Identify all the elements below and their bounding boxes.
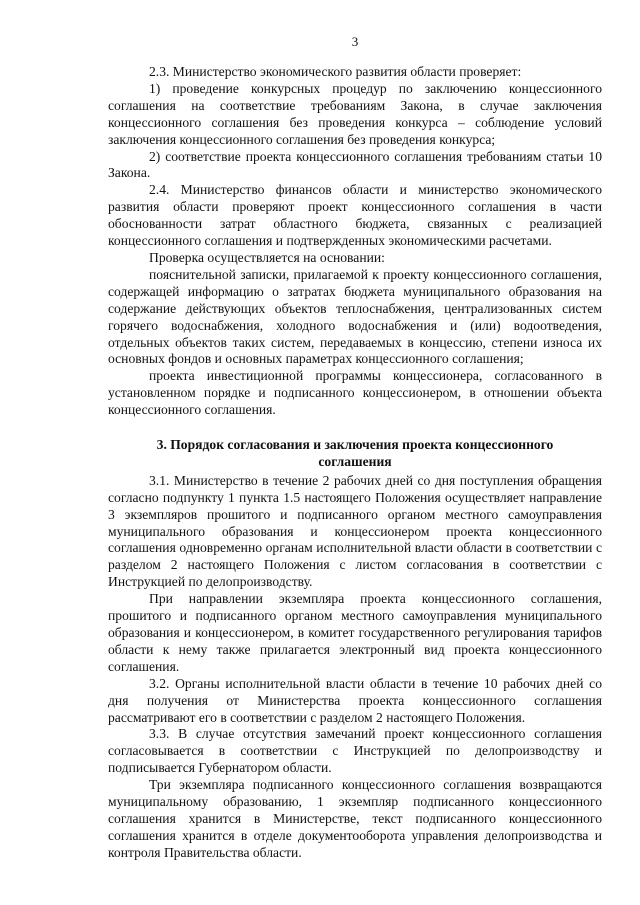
paragraph-2-3: 2.3. Министерство экономического развития области проверяет: xyxy=(149,64,522,79)
paragraph-2-4: 2.4. Министерство финансов области и министерство экономического развития области проверяют проект концессионного соглашения в части обоснованности затрат областного бюджета, связанных с реализацией концессионного соглашения и подтвержденных экономическими расчетами. xyxy=(108,182,602,249)
paragraph-3-3: 3.3. В случае отсутствия замечаний проект концессионного соглашения согласовывается в соответствии с Инструкцией по делопроизводству и подписывается Губернатором области. xyxy=(108,726,602,776)
paragraph-investment-program: проекта инвестиционной программы концессионера, согласованного в установленном порядке и подписанного концессионером, в отношении объекта концессионного соглашения. xyxy=(108,368,602,418)
paragraph-2-3-item-2: 2) соответствие проекта концессионного соглашения требованиям статьи 10 Закона. xyxy=(108,148,602,181)
paragraph-3-1-continued: При направлении экземпляра проекта концессионного соглашения, прошитого и подписанного органом местного самоуправления муниципального образования и концессионером, в комитет государственного регулирования тарифов области к нему также прилагается электронный вид проекта концессионного соглашения. xyxy=(108,591,602,674)
paragraph-check-basis: Проверка осуществляется на основании: xyxy=(149,249,385,265)
document-page xyxy=(108,34,602,862)
paragraph-explanatory-note: пояснительной записки, прилагаемой к проекту концессионного соглашения, содержащей информацию о затратах бюджета муниципального образования на содержание действующих объектов теплоснабжения, централизованных систем горячего водоснабжения, холодного водоснабжения и (или) водоотведения, отдельных объектов таких систем, передаваемых в концессию, степени износа их основных фондов и основных параметрах концессионного соглашения; xyxy=(108,266,602,367)
paragraph-2-3-item-1: 1) проведение конкурсных процедур по заключению концессионного соглашения на соответствие требованиям Закона, в случае заключения концессионного соглашения без проведения конкурса – соблюдение условий заключения концессионного соглашения без проведения конкурса; xyxy=(108,80,602,147)
paragraph-copies-return: Три экземпляра подписанного концессионного соглашения возвращаются муниципальному образованию, 1 экземпляр подписанного концессионного соглашения хранится в Министерстве, текст подписанного концессионного соглашения хранится в отделе документооборота управления делопроизводства и контроля Правительства области. xyxy=(108,777,602,860)
section-heading: 3. Порядок согласования и заключения проекта концессионного соглашения xyxy=(156,437,554,469)
paragraph-3-2: 3.2. Органы исполнительной власти области в течение 10 рабочих дней со дня получения от Министерства проекта концессионного соглашения рассматривают его в соответствии с разделом 2 настоящего Положения. xyxy=(108,675,602,725)
page-number: 3 xyxy=(351,34,359,49)
paragraph-3-1: 3.1. Министерство в течение 2 рабочих дней со дня поступления обращения согласно подпункту 1 пункта 1.5 настоящего Положения осуществляет направление 3 экземпляров прошитого и подписанного органом местного самоуправления муниципального образования и концессионером проекта концессионного соглашения одновременно органам исполнительной власти области в соответствии с разделом 2 настоящего Положения с листом согласования в соответствии с Инструкцией по делопроизводству. xyxy=(108,472,602,590)
